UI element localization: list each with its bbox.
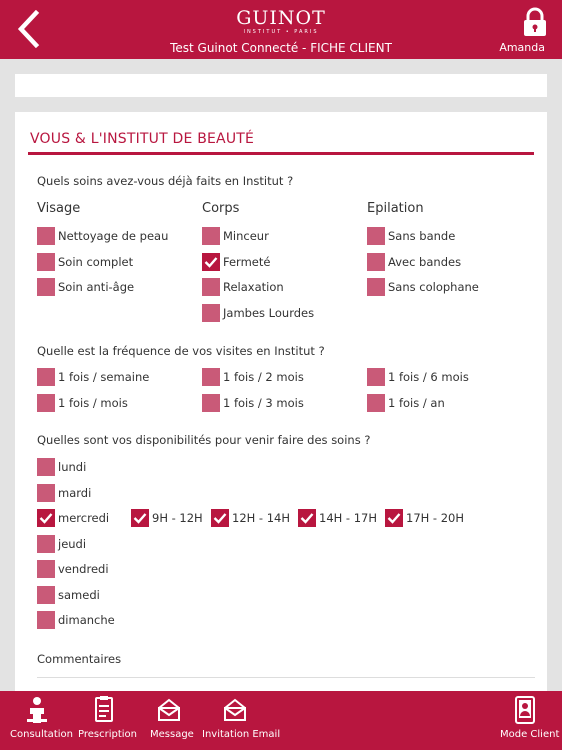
checkbox-label: Soin complet bbox=[58, 255, 134, 269]
comments-label: Commentaires bbox=[37, 652, 122, 666]
consultation-icon bbox=[26, 695, 48, 729]
checkbox-box[interactable] bbox=[37, 560, 55, 578]
checkbox-soin-complet[interactable] bbox=[37, 253, 133, 271]
checkbox-relaxation[interactable] bbox=[202, 278, 284, 296]
checkbox-box[interactable] bbox=[202, 368, 220, 386]
checkbox-box[interactable] bbox=[37, 535, 55, 553]
checkmark-icon bbox=[133, 511, 147, 525]
checkbox-label: dimanche bbox=[58, 613, 115, 627]
checkbox-box[interactable] bbox=[202, 394, 220, 412]
tab-invitation-email[interactable] bbox=[200, 691, 281, 750]
checkbox-slot-14h-17h[interactable] bbox=[298, 509, 377, 527]
brand-logo-subtitle: INSTITUT • PARIS bbox=[243, 29, 319, 35]
form-card bbox=[15, 112, 547, 692]
checkbox-fermete[interactable] bbox=[202, 253, 270, 271]
tab-label: Mode Client bbox=[500, 729, 560, 740]
checkbox-box[interactable] bbox=[37, 227, 55, 245]
envelope-icon bbox=[156, 695, 182, 729]
section-title: VOUS & L'INSTITUT DE BEAUTÉ bbox=[30, 131, 255, 147]
checkmark-icon bbox=[204, 255, 218, 269]
checkbox-slot-17h-20h[interactable] bbox=[385, 509, 464, 527]
checkbox-box[interactable] bbox=[37, 611, 55, 629]
checkbox-box-checked[interactable] bbox=[202, 253, 220, 271]
checkbox-label: samedi bbox=[58, 588, 100, 602]
checkbox-label: Minceur bbox=[223, 229, 269, 243]
section-divider bbox=[28, 152, 534, 155]
checkbox-label: 1 fois / 2 mois bbox=[223, 370, 304, 384]
checkbox-box[interactable] bbox=[202, 227, 220, 245]
checkbox-1-fois-mois[interactable] bbox=[37, 394, 128, 412]
checkbox-box[interactable] bbox=[37, 458, 55, 476]
question-soins: Quels soins avez-vous déjà faits en Institut ? bbox=[37, 174, 294, 188]
checkbox-1-fois-2-mois[interactable] bbox=[202, 368, 304, 386]
tab-label: Prescription bbox=[78, 729, 137, 740]
checkbox-sans-bande[interactable] bbox=[367, 227, 455, 245]
checkbox-box[interactable] bbox=[202, 278, 220, 296]
checkmark-icon bbox=[387, 511, 401, 525]
envelope-icon bbox=[222, 695, 248, 729]
checkbox-nettoyage-de-peau[interactable] bbox=[37, 227, 168, 245]
checkbox-avec-bandes[interactable] bbox=[367, 253, 461, 271]
client-mode-icon bbox=[514, 695, 536, 729]
checkbox-label: lundi bbox=[58, 460, 87, 474]
checkbox-samedi[interactable] bbox=[37, 586, 100, 604]
checkbox-1-fois-an[interactable] bbox=[367, 394, 445, 412]
checkbox-label: 9H - 12H bbox=[152, 511, 203, 525]
checkbox-box[interactable] bbox=[37, 394, 55, 412]
checkbox-box-checked[interactable] bbox=[37, 509, 55, 527]
tab-label: Invitation Email bbox=[202, 729, 281, 740]
checkbox-1-fois-6-mois[interactable] bbox=[367, 368, 469, 386]
checkbox-box[interactable] bbox=[367, 278, 385, 296]
comments-field[interactable] bbox=[37, 677, 535, 678]
tab-prescription[interactable] bbox=[76, 691, 137, 750]
question-disponibilites: Quelles sont vos disponibilités pour venir faire des soins ? bbox=[37, 433, 371, 447]
checkbox-label: vendredi bbox=[58, 562, 109, 576]
checkbox-box[interactable] bbox=[367, 253, 385, 271]
checkbox-box-checked[interactable] bbox=[131, 509, 149, 527]
checkbox-box[interactable] bbox=[367, 227, 385, 245]
tab-message[interactable] bbox=[148, 691, 194, 750]
checkbox-label: mardi bbox=[58, 486, 92, 500]
checkbox-label: jeudi bbox=[58, 537, 87, 551]
checkbox-label: Sans bande bbox=[388, 229, 456, 243]
checkbox-mardi[interactable] bbox=[37, 484, 91, 502]
checkbox-label: 1 fois / 6 mois bbox=[388, 370, 469, 384]
checkbox-label: 1 fois / an bbox=[388, 396, 445, 410]
question-frequence: Quelle est la fréquence de vos visites en Institut ? bbox=[37, 344, 325, 358]
checkbox-label: Relaxation bbox=[223, 280, 284, 294]
checkbox-label: mercredi bbox=[58, 511, 110, 525]
checkbox-box[interactable] bbox=[37, 484, 55, 502]
checkbox-jambes-lourdes[interactable] bbox=[202, 304, 314, 322]
lock-icon[interactable] bbox=[523, 7, 547, 37]
checkbox-box[interactable] bbox=[37, 253, 55, 271]
checkbox-jeudi[interactable] bbox=[37, 535, 86, 553]
checkbox-label: Nettoyage de peau bbox=[58, 229, 169, 243]
checkbox-1-fois-semaine[interactable] bbox=[37, 368, 149, 386]
tab-label: Consultation bbox=[10, 729, 73, 740]
checkbox-box[interactable] bbox=[202, 304, 220, 322]
checkbox-label: Sans colophane bbox=[388, 280, 479, 294]
checkbox-box-checked[interactable] bbox=[385, 509, 403, 527]
checkbox-label: 1 fois / semaine bbox=[58, 370, 150, 384]
checkbox-lundi[interactable] bbox=[37, 458, 86, 476]
checkbox-label: 12H - 14H bbox=[232, 511, 291, 525]
checkmark-icon bbox=[213, 511, 227, 525]
checkbox-box[interactable] bbox=[37, 368, 55, 386]
checkbox-box-checked[interactable] bbox=[298, 509, 316, 527]
user-name[interactable]: Amanda bbox=[499, 41, 545, 54]
checkbox-dimanche[interactable] bbox=[37, 611, 115, 629]
checkbox-label: 17H - 20H bbox=[406, 511, 465, 525]
checkbox-minceur[interactable] bbox=[202, 227, 269, 245]
prescription-icon bbox=[93, 695, 115, 729]
tab-consultation[interactable] bbox=[8, 691, 73, 750]
checkbox-label: Fermeté bbox=[223, 255, 271, 269]
brand-logo: GUINOT bbox=[236, 7, 326, 29]
page-title: Test Guinot Connecté - FICHE CLIENT bbox=[170, 41, 392, 55]
checkbox-label: Jambes Lourdes bbox=[223, 306, 315, 320]
checkbox-box-checked[interactable] bbox=[211, 509, 229, 527]
checkbox-mercredi[interactable] bbox=[37, 509, 109, 527]
checkbox-slot-9h-12h[interactable] bbox=[131, 509, 203, 527]
checkbox-box[interactable] bbox=[37, 278, 55, 296]
empty-card bbox=[15, 74, 547, 97]
checkmark-icon bbox=[39, 511, 53, 525]
checkbox-soin-anti-age[interactable] bbox=[37, 278, 134, 296]
checkbox-sans-colophane[interactable] bbox=[367, 278, 479, 296]
checkbox-label: 14H - 17H bbox=[319, 511, 378, 525]
bottom-toolbar bbox=[0, 691, 562, 750]
checkbox-box[interactable] bbox=[367, 394, 385, 412]
checkbox-1-fois-3-mois[interactable] bbox=[202, 394, 304, 412]
column-heading-epilation: Epilation bbox=[367, 201, 424, 216]
column-heading-visage: Visage bbox=[37, 201, 81, 216]
top-header bbox=[0, 0, 562, 59]
checkbox-box[interactable] bbox=[367, 368, 385, 386]
checkbox-slot-12h-14h[interactable] bbox=[211, 509, 290, 527]
checkbox-vendredi[interactable] bbox=[37, 560, 109, 578]
checkmark-icon bbox=[300, 511, 314, 525]
checkbox-label: 1 fois / mois bbox=[58, 396, 128, 410]
checkbox-label: 1 fois / 3 mois bbox=[223, 396, 304, 410]
checkbox-label: Soin anti-âge bbox=[58, 280, 135, 294]
tab-label: Message bbox=[150, 729, 194, 740]
checkbox-box[interactable] bbox=[37, 586, 55, 604]
checkbox-label: Avec bandes bbox=[388, 255, 462, 269]
tab-mode-client[interactable] bbox=[498, 691, 560, 750]
column-heading-corps: Corps bbox=[202, 201, 240, 216]
